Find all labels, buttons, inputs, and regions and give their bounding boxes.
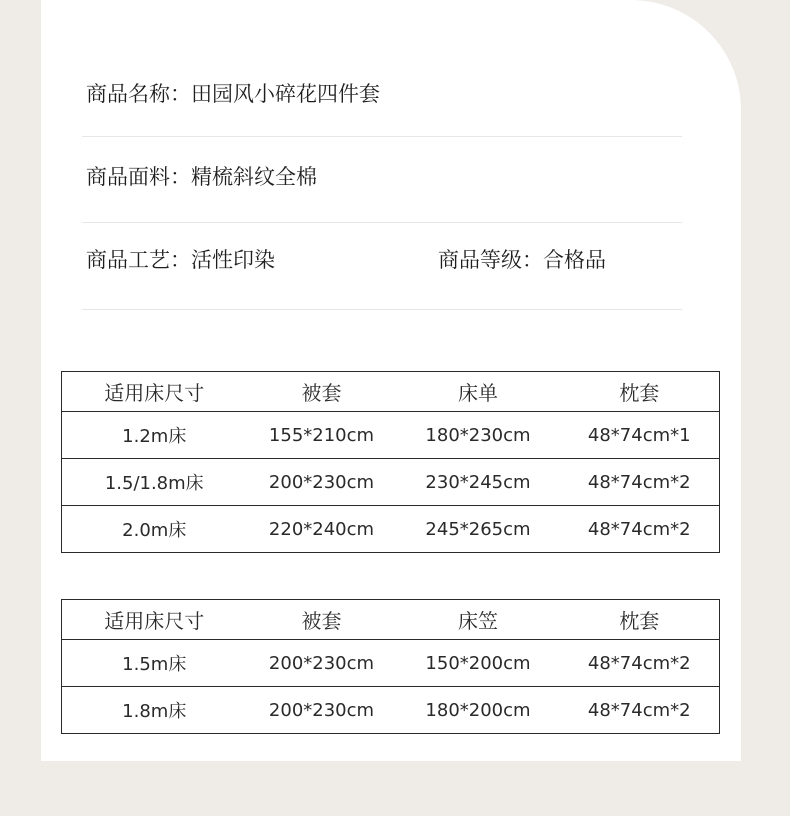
- header-duvet-cover: 被套: [247, 600, 397, 640]
- table-row: [62, 640, 720, 687]
- header-bed-size: 适用床尺寸: [62, 600, 247, 640]
- cell-flat-sheet: 245*265cm: [397, 506, 560, 553]
- product-grade-label: 商品等级：: [438, 248, 543, 272]
- cell-duvet-cover: 200*230cm: [247, 640, 397, 687]
- cell-bed-size: 1.5m床: [62, 640, 247, 687]
- product-grade: [438, 246, 606, 274]
- header-flat-sheet: 床单: [397, 372, 560, 412]
- table-header-row: [62, 600, 720, 640]
- table-row: [62, 687, 720, 734]
- header-fitted-sheet: 床笠: [397, 600, 560, 640]
- cell-pillowcase: 48*74cm*2: [560, 506, 720, 553]
- cell-duvet-cover: 220*240cm: [247, 506, 397, 553]
- product-name: [86, 80, 380, 108]
- header-duvet-cover: 被套: [247, 372, 397, 412]
- divider: [82, 136, 682, 137]
- product-fabric-value: 精梳斜纹全棉: [191, 165, 317, 189]
- table-row: [62, 506, 720, 553]
- table-row: [62, 412, 720, 459]
- cell-flat-sheet: 230*245cm: [397, 459, 560, 506]
- divider: [82, 309, 682, 310]
- cell-duvet-cover: 155*210cm: [247, 412, 397, 459]
- cell-bed-size: 1.2m床: [62, 412, 247, 459]
- divider: [82, 222, 682, 223]
- header-pillowcase: 枕套: [560, 600, 720, 640]
- cell-fitted-sheet: 150*200cm: [397, 640, 560, 687]
- spec-card: [41, 0, 741, 761]
- product-grade-value: 合格品: [543, 248, 606, 272]
- cell-bed-size: 1.8m床: [62, 687, 247, 734]
- product-craft-label: 商品工艺：: [86, 248, 191, 272]
- cell-duvet-cover: 200*230cm: [247, 687, 397, 734]
- product-name-value: 田园风小碎花四件套: [191, 82, 380, 106]
- header-pillowcase: 枕套: [560, 372, 720, 412]
- product-fabric: [86, 163, 317, 191]
- cell-bed-size: 1.5/1.8m床: [62, 459, 247, 506]
- cell-duvet-cover: 200*230cm: [247, 459, 397, 506]
- product-name-label: 商品名称：: [86, 82, 191, 106]
- cell-fitted-sheet: 180*200cm: [397, 687, 560, 734]
- table-row: [62, 459, 720, 506]
- cell-pillowcase: 48*74cm*1: [560, 412, 720, 459]
- size-table-fitted-sheet: [61, 599, 720, 734]
- cell-pillowcase: 48*74cm*2: [560, 687, 720, 734]
- cell-pillowcase: 48*74cm*2: [560, 640, 720, 687]
- cell-bed-size: 2.0m床: [62, 506, 247, 553]
- product-craft: [86, 246, 275, 274]
- cell-pillowcase: 48*74cm*2: [560, 459, 720, 506]
- header-bed-size: 适用床尺寸: [62, 372, 247, 412]
- product-craft-value: 活性印染: [191, 248, 275, 272]
- size-table-flat-sheet: [61, 371, 720, 553]
- product-fabric-label: 商品面料：: [86, 165, 191, 189]
- table-header-row: [62, 372, 720, 412]
- cell-flat-sheet: 180*230cm: [397, 412, 560, 459]
